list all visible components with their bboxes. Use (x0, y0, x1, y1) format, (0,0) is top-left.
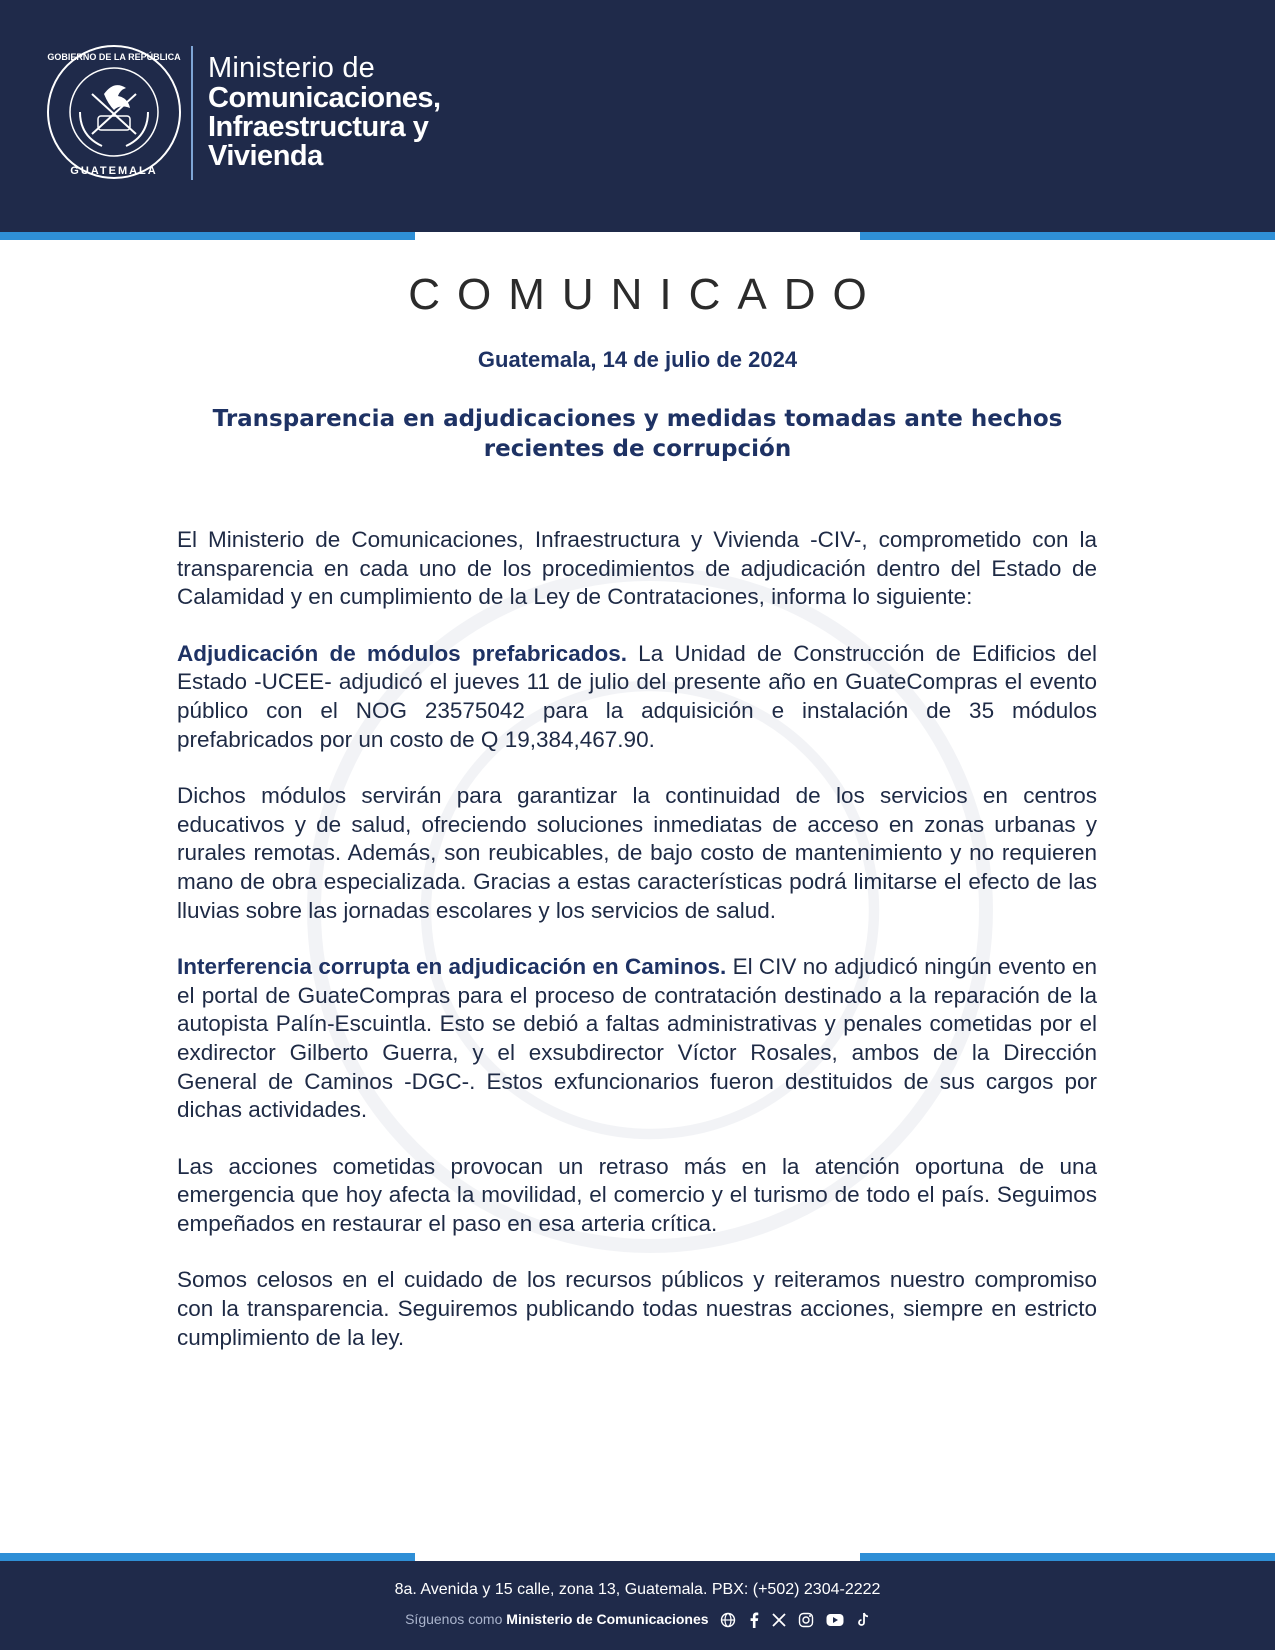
paragraph-delay: Las acciones cometidas provocan un retraso más en la atención oportuna de una emergencia que hoy afecta la movilidad, el comercio y el turismo de todo el país. Seguimos empeñados en restaurar el paso en esa arteria crítica. (177, 1153, 1097, 1236)
footer-social (0, 1611, 1275, 1628)
paragraph-modules-heading: Adjudicación de módulos prefabricados. (177, 640, 627, 666)
paragraph-interference-text: El CIV no adjudicó ningún evento en el portal de GuateCompras para el proceso de contratación destinado a la reparación de la autopista Palín-Escuintla. Esto se debió a faltas administrativas y penales cometidas por el exdirector Gilberto Guerra, y el exsubdirector Víctor Rosales, ambos de la Dirección General de Caminos -DGC-. Estos exfuncionarios fueron destituidos de sus cargos por dichas actividades. (177, 954, 1098, 1123)
x-icon[interactable] (772, 1613, 786, 1627)
guatemala-seal-logo (44, 42, 184, 182)
paragraph-interference (177, 953, 1097, 1125)
follow-lead-text: Síguenos como (405, 1611, 503, 1627)
paragraph-interference-heading: Interferencia corrupta en adjudicación en Caminos. (177, 954, 727, 980)
youtube-icon[interactable] (826, 1613, 844, 1627)
instagram-icon[interactable] (798, 1612, 814, 1628)
footer-address: 8a. Avenida y 15 calle, zona 13, Guatemala. PBX: (+502) 2304-2222 (394, 1581, 881, 1598)
paragraph-modules-benefits: Dichos módulos servirán para garantizar la continuidad de los servicios en centros educativos y de salud, ofreciendo soluciones inmediatas de acceso en zonas urbanas y rurales remotas. Además, son reubicables, de bajo costo de mantenimiento y no requieren mano de obra especializada. Gracias a estas características podrá limitarse el efecto de las lluvias sobre las jornadas escolares y los servicios de salud. (177, 783, 1097, 923)
seal-bottom-text: GUATEMALA (70, 165, 158, 177)
follow-org-text: Ministerio de Comunicaciones (506, 1611, 709, 1627)
globe-icon[interactable] (720, 1612, 736, 1628)
document-body (177, 526, 1097, 1380)
footer-banner (0, 1561, 1275, 1650)
ministry-name (208, 52, 441, 171)
ministry-line-1: Ministerio de (208, 52, 375, 84)
ministry-line-2: Comunicaciones, (208, 82, 441, 114)
tiktok-icon[interactable] (856, 1612, 870, 1628)
document-title: COMUNICADO (408, 270, 884, 319)
header-accent-stripe (0, 232, 1275, 242)
paragraph-intro: El Ministerio de Comunicaciones, Infraestructura y Vivienda -CIV-, comprometido con la transparencia en cada uno de los procedimientos de adjudicación dentro del Estado de Calamidad y en cumplimiento de la Ley de Contrataciones, informa lo siguiente: (177, 527, 1097, 610)
header-divider (191, 46, 193, 180)
header-banner (0, 0, 1275, 232)
paragraph-modules-text: La Unidad de Construcción de Edificios del Estado -UCEE- adjudicó el jueves 11 de julio del presente año en GuateCompras el evento público con el NOG 23575042 para la adquisición e instalación de 35 módulos prefabricados por un costo de Q 19,384,467.90. (177, 640, 1097, 752)
ministry-line-4: Vivienda (208, 140, 323, 172)
document-date: Guatemala, 14 de julio de 2024 (477, 347, 798, 372)
paragraph-commitment: Somos celosos en el cuidado de los recursos públicos y reiteramos nuestro compromiso con la transparencia. Seguiremos publicando todas nuestras acciones, siempre en estricto cumplimiento de la ley. (177, 1267, 1097, 1350)
facebook-icon[interactable] (748, 1612, 760, 1628)
seal-top-text: GOBIERNO DE LA REPÚBLICA (47, 52, 181, 62)
ministry-line-3: Infraestructura y (208, 111, 429, 143)
document-headline: Transparencia en adjudicaciones y medidas tomadas ante hechos recientes de corrupción (212, 406, 1063, 462)
paragraph-modules (177, 640, 1097, 754)
